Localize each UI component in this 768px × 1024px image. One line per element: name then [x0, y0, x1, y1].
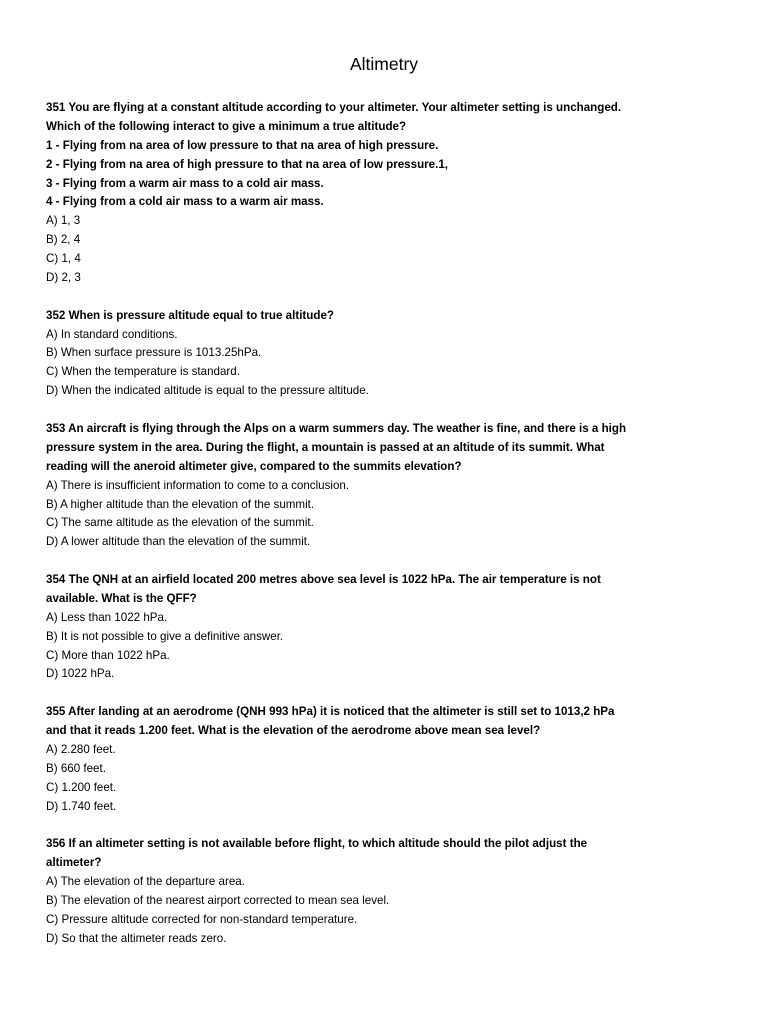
answer-option: D) 1.740 feet.: [46, 799, 117, 813]
question-text-line: 354 The QNH at an airfield located 200 metres above sea level is 1022 hPa. The air temperature is not: [46, 572, 601, 586]
question-text-line: 2 - Flying from na area of high pressure to that na area of low pressure.1,: [46, 157, 449, 171]
answer-option: D) When the indicated altitude is equal to the pressure altitude.: [46, 384, 369, 398]
question-text-line: available. What is the QFF?: [46, 591, 197, 605]
answer-option: D) 2, 3: [46, 271, 81, 285]
question-text-line: 3 - Flying from a warm air mass to a cold air mass.: [46, 176, 324, 190]
question-block: [46, 420, 646, 552]
answer-option: C) 1.200 feet.: [46, 780, 117, 794]
answer-option: B) It is not possible to give a definitive answer.: [46, 629, 284, 643]
answer-option: D) A lower altitude than the elevation of the summit.: [46, 535, 311, 549]
answer-option: A) 1, 3: [46, 214, 81, 228]
answer-option: B) 2, 4: [46, 233, 81, 247]
question-text-line: reading will the aneroid altimeter give, compared to the summits elevation?: [46, 459, 462, 473]
answer-option: C) Pressure altitude corrected for non-standard temperature.: [46, 912, 358, 926]
answer-option: B) The elevation of the nearest airport corrected to mean sea level.: [46, 893, 390, 907]
answer-option: D) 1022 hPa.: [46, 667, 115, 681]
question-text-line: 353 An aircraft is flying through the Alps on a warm summers day. The weather is fine, and there is a high: [46, 421, 627, 435]
question-text-line: altimeter?: [46, 856, 102, 870]
answer-option: A) Less than 1022 hPa.: [46, 610, 168, 624]
question-text-line: 351 You are flying at a constant altitude according to your altimeter. Your altimeter setting is unchanged.: [46, 101, 622, 114]
answer-option: C) When the temperature is standard.: [46, 365, 240, 379]
question-list: [46, 99, 646, 949]
question-text-line: 4 - Flying from a cold air mass to a warm air mass.: [46, 195, 324, 209]
question-block: [46, 703, 646, 816]
question-block: [46, 99, 646, 288]
answer-option: A) The elevation of the departure area.: [46, 875, 245, 889]
answer-option: D) So that the altimeter reads zero.: [46, 931, 227, 945]
question-text-line: Which of the following interact to give a minimum a true altitude?: [46, 119, 407, 133]
question-text-line: 1 - Flying from na area of low pressure to that na area of high pressure.: [46, 138, 439, 152]
question-text-line: 355 After landing at an aerodrome (QNH 993 hPa) it is noticed that the altimeter is still set to 1013,2 hPa: [46, 705, 615, 719]
answer-option: B) 660 feet.: [46, 761, 106, 775]
answer-option: C) The same altitude as the elevation of the summit.: [46, 516, 314, 530]
answer-option: B) When surface pressure is 1013.25hPa.: [46, 346, 262, 360]
question-text-line: 356 If an altimeter setting is not available before flight, to which altitude should the pilot adjust the: [46, 837, 588, 851]
answer-option: A) 2.280 feet.: [46, 742, 116, 756]
page-title: Altimetry: [349, 54, 419, 74]
question-block: [46, 571, 646, 684]
question-text-line: and that it reads 1.200 feet. What is the elevation of the aerodrome above mean sea level?: [46, 724, 541, 738]
answer-option: C) 1, 4: [46, 252, 81, 266]
question-block: [46, 835, 646, 948]
answer-option: C) More than 1022 hPa.: [46, 648, 170, 662]
question-block: [46, 307, 646, 401]
question-text-line: 352 When is pressure altitude equal to true altitude?: [46, 308, 334, 322]
answer-option: A) There is insufficient information to come to a conclusion.: [46, 478, 350, 492]
answer-option: B) A higher altitude than the elevation of the summit.: [46, 497, 315, 511]
question-text-line: pressure system in the area. During the flight, a mountain is passed at an altitude of its summit. What: [46, 440, 605, 454]
answer-option: A) In standard conditions.: [46, 327, 178, 341]
